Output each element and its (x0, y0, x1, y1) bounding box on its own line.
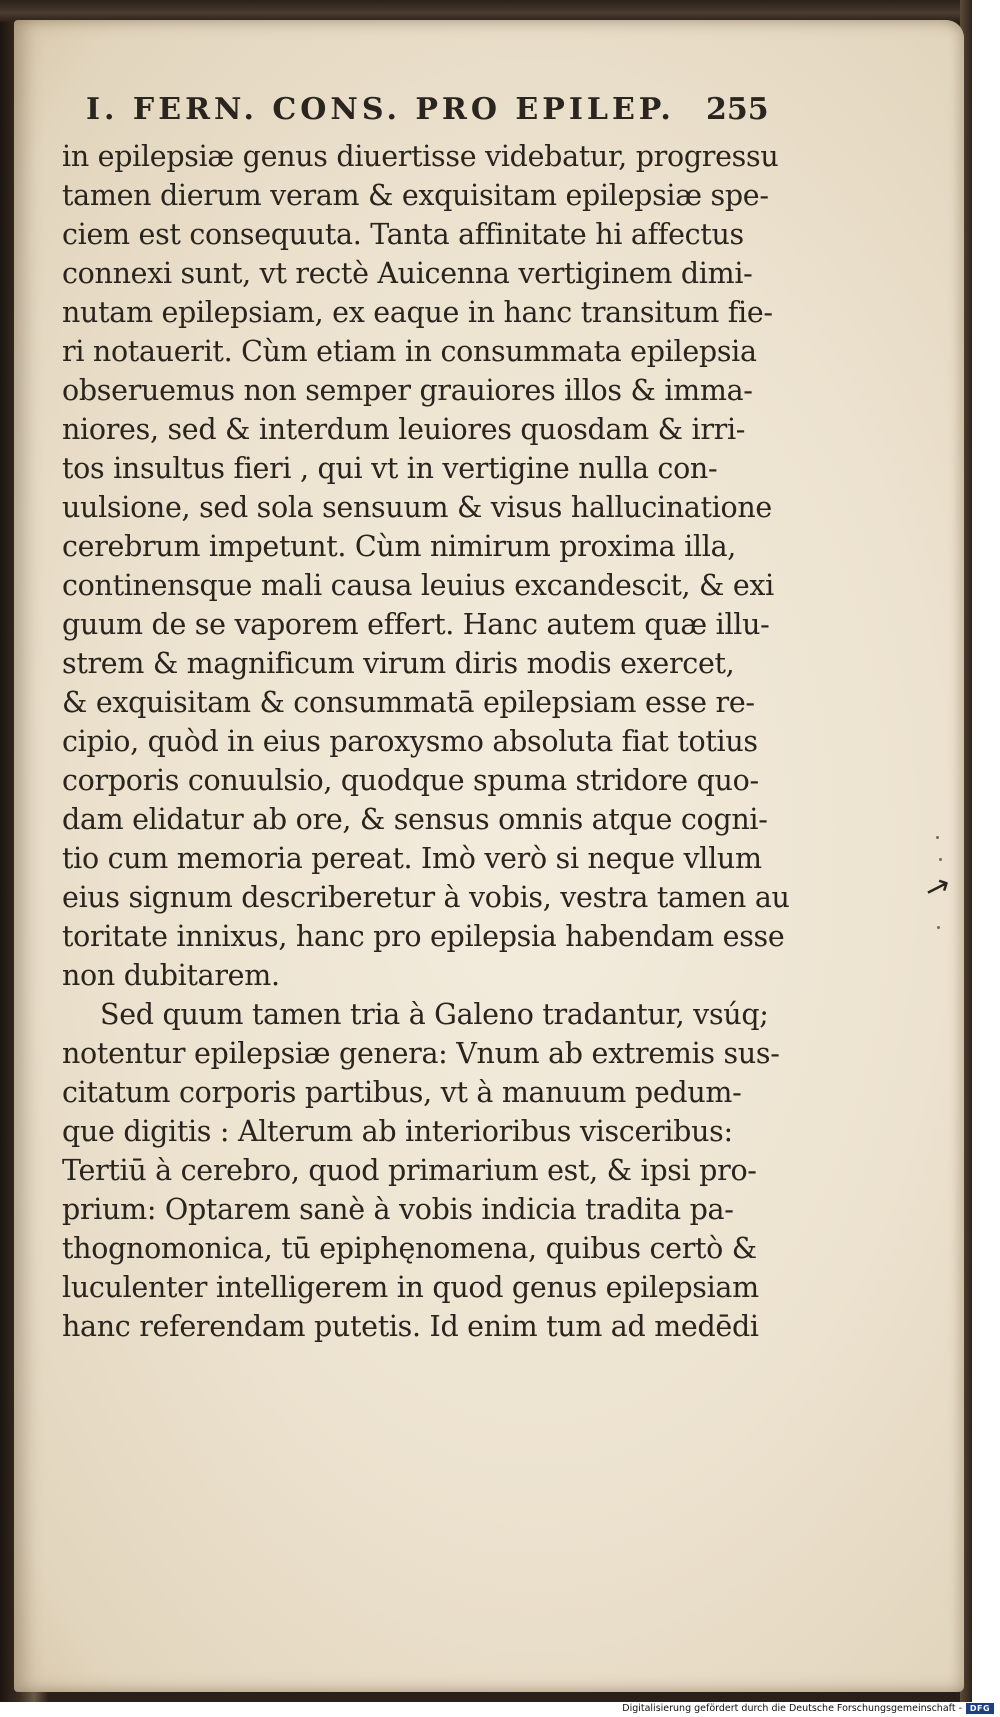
paragraph-1 (62, 137, 790, 995)
text-line: hanc referendam putetis. Id enim tum ad medēdi (62, 1310, 759, 1343)
text-line: luculenter intelligerem in quod genus epilepsiam (62, 1271, 759, 1304)
text-line: dam elidatur ab ore, & sensus omnis atque cogni- (62, 803, 768, 836)
running-head: I. FERN. CONS. PRO EPILEP. (86, 92, 675, 127)
text-line: ri notauerit. Cùm etiam in consummata epilepsia (62, 335, 757, 368)
book-top-edge (0, 0, 972, 22)
text-line: citatum corporis partibus, vt à manuum pedum- (62, 1076, 742, 1109)
text-line: eius signum describeretur à vobis, vestra tamen au (62, 881, 790, 914)
dfg-logo-icon: DFG (966, 1703, 994, 1714)
text-line: non dubitarem. (62, 959, 280, 992)
text-line: Sed quum tamen tria à Galeno tradantur, vsúq; (100, 998, 769, 1031)
text-line: uulsione, sed sola sensuum & visus hallucinatione (62, 491, 772, 524)
text-line: ciem est consequuta. Tanta affinitate hi affectus (62, 218, 744, 251)
text-line: & exquisitam & consummatā epilepsiam esse re- (62, 686, 755, 719)
text-line: toritate innixus, hanc pro epilepsia habendam esse (62, 920, 785, 953)
text-line: niores, sed & interdum leuiores quosdam & irri- (62, 413, 746, 446)
margin-annotation-mark: ↗ (920, 866, 955, 909)
text-line: tos insultus fieri , qui vt in vertigine nulla con- (62, 452, 718, 485)
text-line: strem & magnificum virum diris modis exercet, (62, 647, 735, 680)
text-line: thognomonica, tū epiphęnomena, quibus certò & (62, 1232, 757, 1265)
text-line: cerebrum impetunt. Cùm nimirum proxima illa, (62, 530, 737, 563)
digitization-credit: Digitalisierung gefördert durch die Deutsche Forschungsgemeinschaft - (622, 1703, 962, 1714)
text-line: obseruemus non semper grauiores illos & imma- (62, 374, 753, 407)
text-line: que digitis : Alterum ab interioribus visceribus: (62, 1115, 733, 1148)
text-line: prium: Optarem sanè à vobis indicia tradita pa- (62, 1193, 734, 1226)
text-line: connexi sunt, vt rectè Auicenna vertiginem dimi- (62, 257, 753, 290)
text-line: tio cum memoria pereat. Imò verò si neque vllum (62, 842, 762, 875)
text-line: Tertiū à cerebro, quod primarium est, & ipsi pro- (62, 1154, 757, 1187)
text-line: nutam epilepsiam, ex eaque in hanc transitum fie- (62, 296, 773, 329)
text-line: in epilepsiæ genus diuertisse videbatur, progressu (62, 140, 779, 173)
text-line: guum de se vaporem effert. Hanc autem quæ illu- (62, 608, 770, 641)
text-line: corporis conuulsio, quodque spuma stridore quo- (62, 764, 759, 797)
text-line: cipio, quòd in eius paroxysmo absoluta fiat totius (62, 725, 758, 758)
body-text (62, 137, 790, 1346)
page-number: 255 (706, 92, 769, 127)
text-line: tamen dierum veram & exquisitam epilepsiæ spe- (62, 179, 769, 212)
text-line: notentur epilepsiæ genera: Vnum ab extremis sus- (62, 1037, 780, 1070)
paragraph-2 (62, 995, 782, 1346)
text-line: continensque mali causa leuius excandescit, & exi (62, 569, 774, 602)
